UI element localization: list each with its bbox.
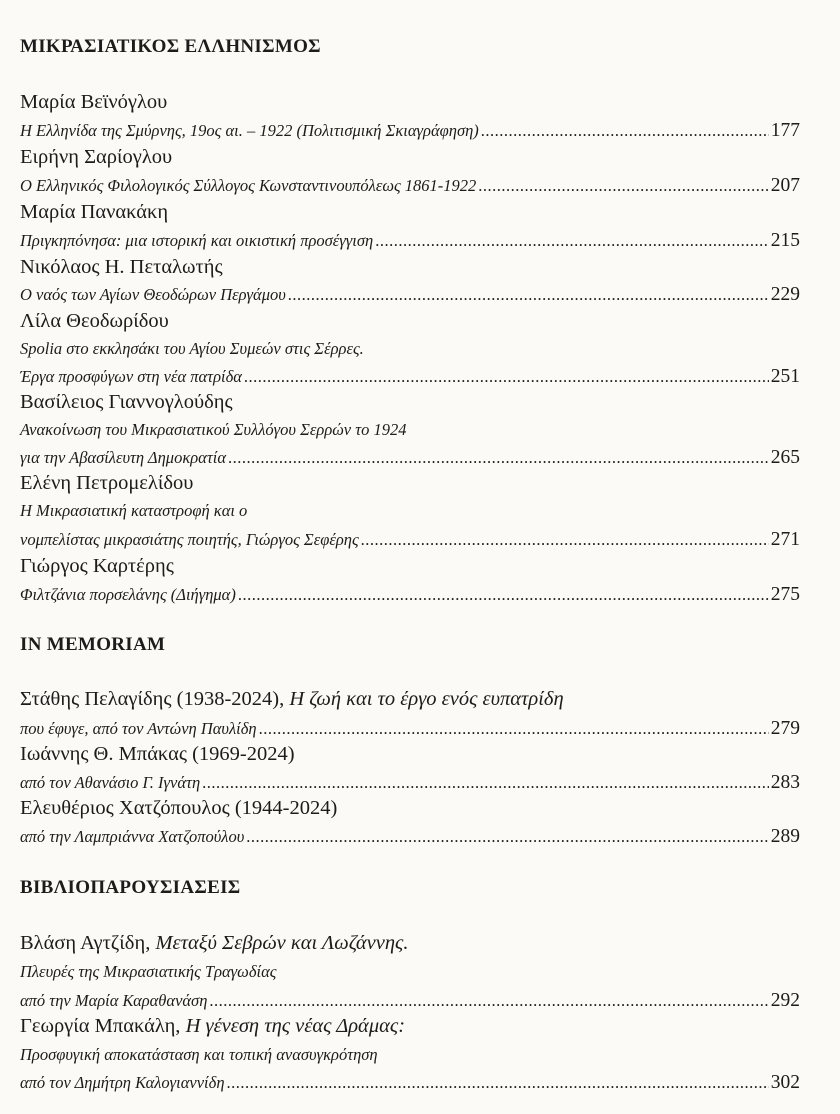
toc-entry-line[interactable] <box>20 175 800 197</box>
entry-title: από τον Δημήτρη Καλογιαννίδη <box>20 1073 225 1092</box>
dot-leader <box>246 827 768 847</box>
author-name: Γεωργία Μπακάλη, <box>20 1015 181 1037</box>
entry-title: για την Αβασίλευτη Δημοκρατία <box>20 448 226 467</box>
dot-leader <box>375 231 769 251</box>
entry-author: Ελευθέριος Χατζόπουλος (1944-2024) <box>20 797 338 819</box>
entry-title: από τον Αθανάσιο Γ. Ιγνάτη <box>20 773 201 792</box>
dot-leader <box>481 121 769 141</box>
page-number: 289 <box>770 826 800 847</box>
toc-entry-line[interactable] <box>20 772 800 794</box>
entry-title: Ανακοίνωση του Μικρασιατικού Συλλόγου Σερρών το 1924 <box>20 420 407 439</box>
dot-leader <box>227 1073 769 1093</box>
dot-leader <box>288 285 769 305</box>
toc-entry-line[interactable] <box>20 284 800 306</box>
entry-title: από την Μαρία Καραθανάση <box>20 991 208 1010</box>
entry-author: Ιωάννης Θ. Μπάκας (1969-2024) <box>20 743 295 765</box>
entry-author: Γιώργος Καρτέρης <box>20 555 174 577</box>
page-number: 271 <box>770 529 800 550</box>
toc-entry-line[interactable] <box>20 584 800 606</box>
dot-leader <box>259 719 769 739</box>
entry-title: Προσφυγική αποκατάσταση και τοπική ανασυγκρότηση <box>20 1045 378 1064</box>
dot-leader <box>228 448 769 468</box>
page-number: 279 <box>770 718 800 739</box>
dot-leader <box>238 585 769 605</box>
entry-title: Έργα προσφύγων στη νέα πατρίδα <box>20 367 242 386</box>
toc-entry-line[interactable] <box>20 447 800 469</box>
entry-title: που έφυγε, από τον Αντώνη Παυλίδη <box>20 719 257 738</box>
entry-title: Spolia στο εκκλησάκι του Αγίου Συμεών στις Σέρρες. <box>20 339 364 358</box>
entry-author: Ελένη Πετρομελίδου <box>20 472 194 494</box>
toc-entry-line[interactable] <box>20 230 800 252</box>
entry-title: Πριγκηπόνησα: μια ιστορική και οικιστική προσέγγιση <box>20 231 374 250</box>
entry-author: Λίλα Θεοδωρίδου <box>20 310 169 332</box>
entry-title: Πλευρές της Μικρασιατικής Τραγωδίας <box>20 962 277 981</box>
author-name: Βλάση Αγτζίδη, <box>20 932 151 954</box>
dot-leader <box>209 991 768 1011</box>
entry-title: Ο ναός των Αγίων Θεοδώρων Περγάμου <box>20 285 286 304</box>
toc-entry-line[interactable] <box>20 120 800 142</box>
entry-title: Η ζωή και το έργο ενός ευπατρίδη <box>284 688 564 710</box>
page-number: 265 <box>770 447 800 468</box>
dot-leader <box>244 367 769 387</box>
page-number: 302 <box>770 1072 800 1093</box>
toc-entry-line[interactable] <box>20 826 800 848</box>
section-heading: IN MEMORIAM <box>20 634 166 655</box>
toc-entry-line[interactable] <box>20 529 800 551</box>
entry-title: Η γένεση της νέας Δράμας: <box>180 1015 406 1037</box>
entry-author <box>20 688 564 711</box>
entry-author <box>20 1015 405 1038</box>
dot-leader <box>361 530 769 550</box>
page-number: 292 <box>770 990 800 1011</box>
entry-title: Η Μικρασιατική καταστροφή και ο <box>20 501 248 520</box>
entry-author: Βασίλειος Γιαννογλούδης <box>20 391 233 413</box>
entry-author: Μαρία Πανακάκη <box>20 201 169 223</box>
toc-entry-line[interactable] <box>20 1072 800 1094</box>
dot-leader <box>478 176 768 196</box>
page-number: 229 <box>770 284 800 305</box>
entry-author: Μαρία Βεϊνόγλου <box>20 91 168 113</box>
page-number: 207 <box>770 175 800 196</box>
entry-title: Φιλτζάνια πορσελάνης (Διήγημα) <box>20 585 236 604</box>
entry-title: Η Ελληνίδα της Σμύρνης, 19ος αι. – 1922 (Πολιτισμική Σκιαγράφηση) <box>20 121 479 140</box>
toc-entry-line[interactable] <box>20 990 800 1012</box>
toc-entry-line[interactable] <box>20 718 800 740</box>
toc-entry-line[interactable] <box>20 366 800 388</box>
section-heading: ΜΙΚΡΑΣΙΑΤΙΚΟΣ ΕΛΛΗΝΙΣΜΟΣ <box>20 36 321 57</box>
page-number: 215 <box>770 230 800 251</box>
entry-author: Ειρήνη Σαρίογλου <box>20 146 173 168</box>
page-number: 275 <box>770 584 800 605</box>
entry-author: Νικόλαος Η. Πεταλωτής <box>20 256 223 278</box>
page-number: 177 <box>770 120 800 141</box>
section-heading: ΒΙΒΛΙΟΠΑΡΟΥΣΙΑΣΕΙΣ <box>20 877 241 898</box>
entry-title: από την Λαμπριάννα Χατζοπούλου <box>20 827 245 846</box>
page-number: 283 <box>770 772 800 793</box>
author-name: Στάθης Πελαγίδης (1938-2024), <box>20 688 285 710</box>
entry-title: Μεταξύ Σεβρών και Λωζάννης. <box>150 932 409 954</box>
entry-title: νομπελίστας μικρασιάτης ποιητής, Γιώργος Σεφέρης <box>20 530 359 549</box>
page-number: 251 <box>770 366 800 387</box>
dot-leader <box>202 773 769 793</box>
entry-author <box>20 932 408 955</box>
entry-title: Ο Ελληνικός Φιλολογικός Σύλλογος Κωνσταντινουπόλεως 1861-1922 <box>20 176 477 195</box>
